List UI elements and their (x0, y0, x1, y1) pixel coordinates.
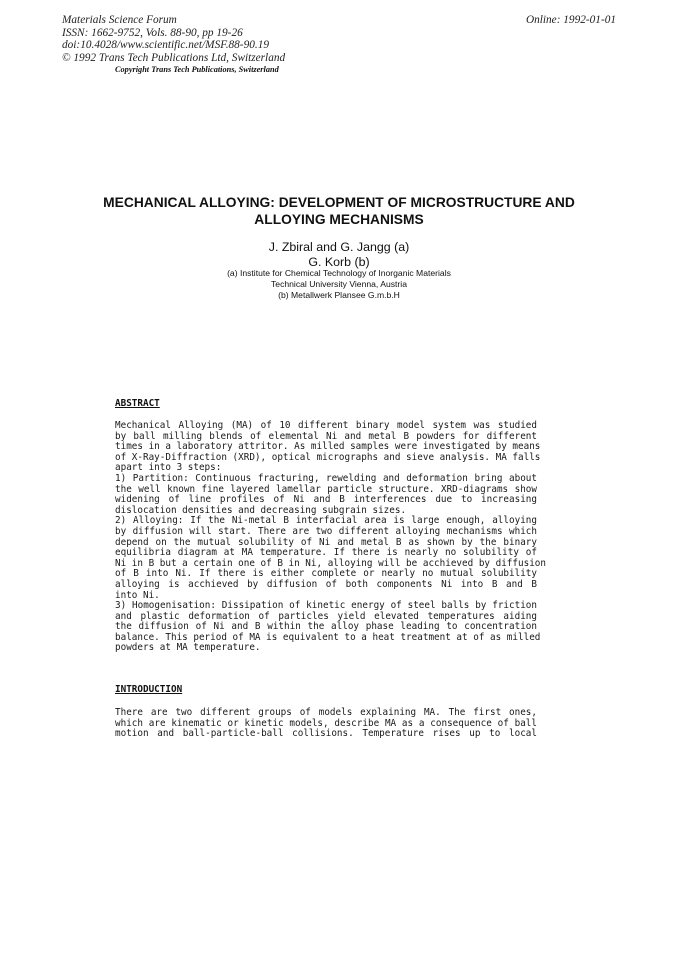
affiliations (60, 268, 618, 302)
issn-line: ISSN: 1662-9752, Vols. 88-90, pp 19-26 (62, 26, 243, 39)
text-line: the diffusion of Ni and B within the alloy phase leading to concentration (115, 621, 537, 633)
authors-line: J. Zbiral and G. Jangg (a) (268, 240, 410, 254)
copyright-notice: Copyright Trans Tech Publications, Switzerland (115, 65, 279, 74)
text-line: powders at MA temperature. (115, 642, 261, 654)
text-line: motion and ball-particle-ball collisions. Temperature rises up to local (115, 728, 537, 740)
text-line: 2) Alloying: If the Ni-metal B interfacial area is large enough, alloying (115, 515, 537, 527)
author-list (60, 240, 618, 269)
text-line: 1) Partition: Continuous fracturing, rewelding and deformation bring about (115, 472, 537, 484)
introduction-body (115, 708, 537, 740)
abstract-body (115, 420, 546, 654)
affiliation-line: (b) Metallwerk Plansee G.m.b.H (278, 290, 400, 301)
text-line: by diffusion will start. There are two different alloying mechanisms which (115, 525, 537, 537)
text-line: times in a laboratory attritor. As milled samples were investigated by means (115, 441, 541, 453)
text-line: Mechanical Alloying (MA) of 10 different binary model system was studied (115, 420, 537, 431)
text-line: and plastic deformation of particles yield elevated temperatures aiding (115, 610, 537, 622)
title-line: ALLOYING MECHANISMS (254, 211, 424, 227)
text-line: balance. This period of MA is equivalent to a heat treatment at of as milled (115, 631, 541, 643)
text-line: which are kinematic or kinetic models, describe MA as a consequence of ball (115, 717, 537, 729)
journal-name: Materials Science Forum (62, 14, 177, 26)
introduction-heading: INTRODUCTION (115, 684, 183, 695)
title-line: MECHANICAL ALLOYING: DEVELOPMENT OF MICROSTRUCTURE AND (103, 195, 575, 210)
affiliation-line: (a) Institute for Chemical Technology of Inorganic Materials (227, 268, 451, 278)
text-line: There are two different groups of models explaining MA. The first ones, (115, 707, 537, 718)
text-line: of B into Ni. If there is either complete or nearly no mutual solubility (115, 568, 537, 580)
text-line: Ni in B but a certain one of B in Ni, alloying will be acchieved by diffusion (115, 557, 546, 569)
text-line: depend on the mutual solubility of Ni and metal B as shown by the binary (115, 536, 537, 548)
online-date: Online: 1992-01-01 (525, 14, 616, 26)
text-line: the well known fine layered lamellar particle structure. XRD-diagrams show (115, 483, 537, 495)
text-line: of X-Ray-Diffraction (XRD), optical micrographs and sieve analysis. MA falls (115, 451, 541, 463)
text-line: equilibria diagram at MA temperature. If there is nearly no solubility of (115, 547, 537, 559)
authors-line: G. Korb (b) (308, 254, 370, 269)
text-line: alloying is acchieved by diffusion of both components Ni into B and B (115, 578, 537, 590)
paper-title (60, 195, 618, 228)
text-line: widening of line profiles of Ni and B interferences due to increasing (115, 494, 537, 506)
text-line: dislocation densities and decreasing subgrain sizes. (115, 504, 407, 516)
affiliation-line: Technical University Vienna, Austria (271, 279, 407, 290)
journal-metadata (62, 14, 285, 64)
abstract-heading: ABSTRACT (115, 398, 160, 409)
text-line: into Ni. (115, 589, 160, 601)
publisher-line: © 1992 Trans Tech Publications Ltd, Switzerland (62, 51, 286, 64)
text-line: apart into 3 steps: (115, 462, 222, 474)
text-line: by ball milling blends of elemental Ni and metal B powders for different (115, 430, 537, 442)
doi-line: doi:10.4028/www.scientific.net/MSF.88-90.19 (62, 39, 269, 52)
text-line: 3) Homogenisation: Dissipation of kinetic energy of steel balls by friction (115, 600, 537, 612)
